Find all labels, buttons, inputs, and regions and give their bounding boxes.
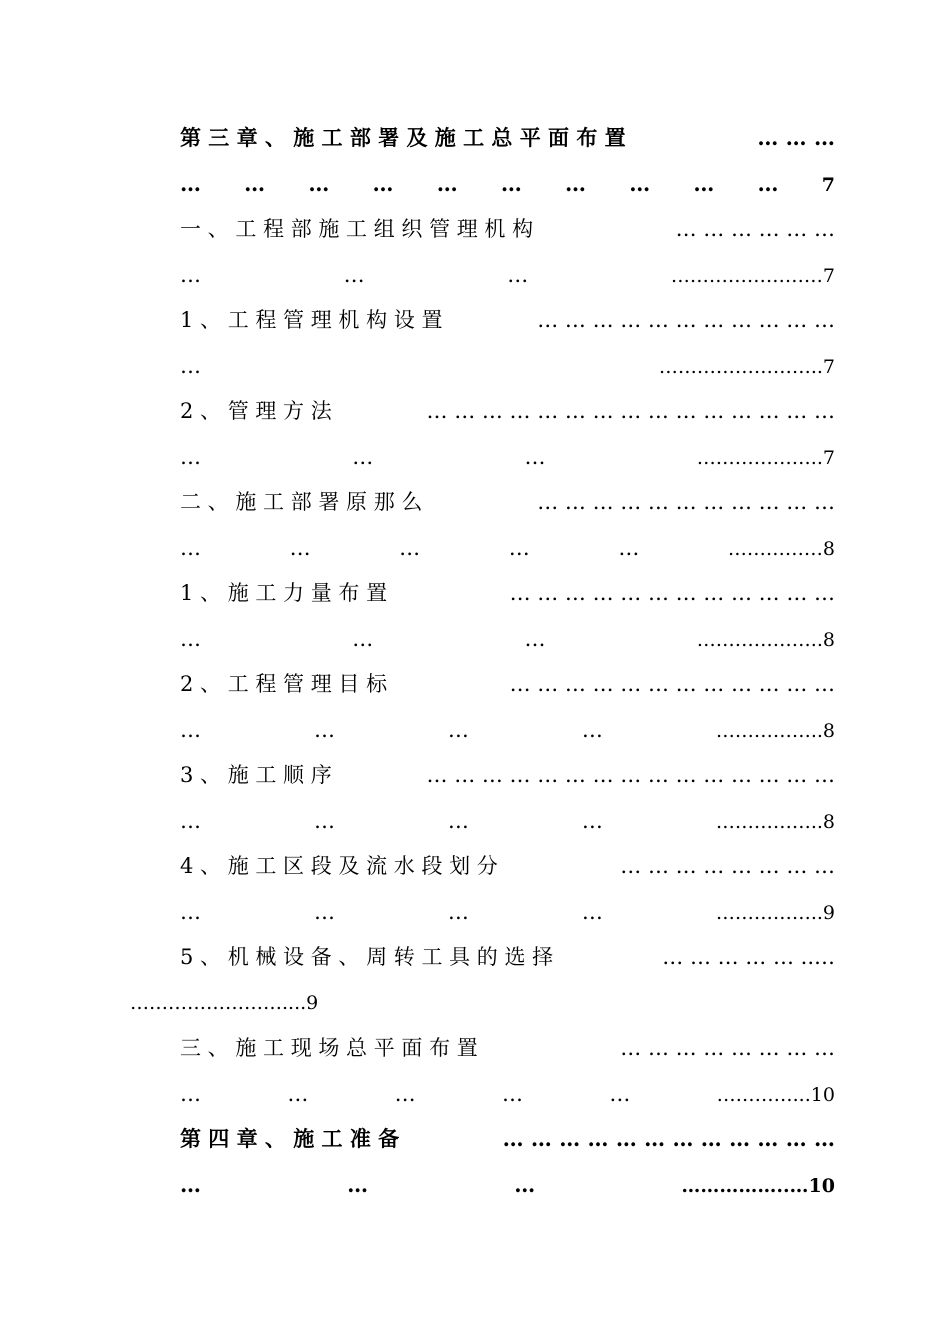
toc-leader: …	[447, 900, 469, 924]
toc-title: 4 、 施 工 区 段 及 流 水 段 划 分	[180, 854, 498, 878]
toc-title: 3 、 施 工 顺 序	[180, 763, 332, 787]
toc-leader: …	[308, 171, 330, 196]
toc-leader: …	[618, 536, 640, 560]
toc-leader: …	[180, 900, 201, 924]
toc-page-number: ……………8	[727, 538, 835, 560]
toc-leader: … … … … … … … … … … … …	[509, 672, 835, 696]
toc-entry-section-2-4[interactable]	[180, 852, 835, 880]
toc-leader: …	[180, 171, 201, 196]
toc-title: 5 、 机 械 设 备 、 周 转 工 具 的 选 择	[180, 945, 554, 969]
toc-page-number: ……………..8	[715, 811, 835, 833]
toc-entry-section-2-3[interactable]	[180, 761, 835, 789]
toc-leader: …	[447, 718, 469, 742]
toc-leader: … … … … … … … … … … … … … … …	[426, 399, 835, 423]
toc-leader: …	[514, 1172, 536, 1197]
toc-leader: …	[501, 1082, 523, 1106]
toc-page-number: ……………..9	[715, 902, 835, 924]
toc-page-number: ……………………7	[670, 265, 835, 287]
toc-leader: …	[507, 263, 529, 287]
toc-entry-section-2-1[interactable]	[180, 579, 835, 607]
toc-leader: …	[244, 171, 266, 196]
toc-leader: … … … … … … … … … … … …	[502, 1126, 835, 1151]
toc-leader: …	[180, 354, 201, 378]
toc-entry-section-1-2[interactable]	[180, 397, 835, 425]
toc-leader: …	[180, 536, 201, 560]
toc-leader: …	[180, 809, 201, 833]
toc-leader: …	[524, 627, 546, 651]
toc-entry-chapter-3[interactable]	[180, 124, 835, 152]
toc-leader: … … …	[757, 125, 835, 150]
toc-entry-section-2[interactable]	[180, 488, 835, 516]
toc-leader: …	[524, 445, 546, 469]
toc-entry-section-2-1-cont	[180, 625, 835, 654]
toc-leader: …	[352, 627, 374, 651]
toc-leader: …	[372, 171, 394, 196]
toc-entry-section-2-4-cont	[180, 898, 835, 927]
toc-entry-section-3[interactable]	[180, 1034, 835, 1062]
toc-leader: …	[180, 718, 201, 742]
toc-entry-section-1-2-cont	[180, 443, 835, 472]
toc-entry-section-3-cont	[180, 1080, 835, 1109]
toc-leader: …	[180, 627, 201, 651]
toc-title: 第 四 章 、 施 工 准 备	[180, 1126, 400, 1151]
toc-leader: …	[447, 809, 469, 833]
toc-entry-section-1-1-cont	[180, 352, 835, 381]
toc-leader: …	[394, 1082, 416, 1106]
toc-leader: …	[287, 1082, 309, 1106]
toc-page-number: ………………..7	[696, 447, 835, 469]
toc-leader: …	[180, 1172, 201, 1197]
toc-entry-section-1-cont	[180, 261, 835, 290]
toc-leader: …	[508, 536, 530, 560]
toc-title: 1 、 施 工 力 量 布 置	[180, 581, 388, 605]
toc-entry-section-1[interactable]	[180, 215, 835, 243]
toc-leader: … … … … … ..…	[662, 945, 835, 969]
toc-leader: …	[180, 445, 201, 469]
toc-leader: …	[313, 809, 335, 833]
toc-entry-chapter-4-cont	[180, 1171, 835, 1200]
toc-entry-section-1-1[interactable]	[180, 306, 835, 334]
toc-leader: …	[693, 171, 715, 196]
toc-entry-section-2-3-cont	[180, 807, 835, 836]
toc-entry-chapter-3-cont	[180, 170, 835, 199]
toc-entry-section-2-2[interactable]	[180, 670, 835, 698]
toc-leader: …	[500, 171, 522, 196]
toc-leader: …	[581, 718, 603, 742]
toc-title: 一 、 工 程 部 施 工 组 织 管 理 机 构	[180, 217, 534, 241]
toc-page-number: ……………………....9	[130, 992, 319, 1014]
toc-title: 1 、 工 程 管 理 机 构 设 置	[180, 308, 443, 332]
toc-leader: …	[352, 445, 374, 469]
toc-leader: …	[399, 536, 421, 560]
toc-entry-chapter-4[interactable]	[180, 1125, 835, 1153]
toc-leader: …	[436, 171, 458, 196]
toc-page-number: ………………..8	[696, 629, 835, 651]
toc-leader: … … … … … … … … … … … …	[509, 581, 835, 605]
toc-leader: … … … … … …	[675, 217, 835, 241]
toc-page-number: ……………………..7	[658, 356, 835, 378]
toc-page-number: 7	[821, 174, 835, 196]
toc-leader: …	[629, 171, 651, 196]
toc-entry-section-2-5[interactable]	[180, 943, 835, 971]
toc-title: 第 三 章 、 施 工 部 署 及 施 工 总 平 面 布 置	[180, 125, 626, 150]
toc-leader: …	[347, 1172, 369, 1197]
toc-entry-section-2-cont	[180, 534, 835, 563]
toc-leader: …	[180, 263, 201, 287]
toc-leader: …	[313, 718, 335, 742]
toc-title: 三 、 施 工 现 场 总 平 面 布 置	[180, 1036, 478, 1060]
toc-leader: … … … … … … … … … … … … … … …	[426, 763, 835, 787]
toc-leader: …	[343, 263, 365, 287]
toc-entry-section-2-5-cont	[130, 989, 845, 1017]
toc-page-number: …………...10	[716, 1084, 835, 1106]
toc-leader: …	[581, 809, 603, 833]
toc-title: 二 、 施 工 部 署 原 那 么	[180, 490, 423, 514]
toc-leader: …	[289, 536, 311, 560]
toc-leader: …	[757, 171, 779, 196]
toc-leader: … … … … … … … … … … …	[537, 490, 835, 514]
toc-leader: …	[180, 1082, 201, 1106]
toc-title: 2 、 管 理 方 法	[180, 399, 332, 423]
toc-leader: … … … … … … … …	[620, 854, 835, 878]
toc-leader: …	[581, 900, 603, 924]
toc-leader: …	[565, 171, 587, 196]
toc-leader: …	[609, 1082, 631, 1106]
toc-page-number: ……………..…10	[681, 1175, 835, 1197]
toc-leader: … … … … … … … …	[620, 1036, 835, 1060]
toc-page-number: ……………..8	[715, 720, 835, 742]
toc-leader: …	[313, 900, 335, 924]
toc-leader: … … … … … … … … … … …	[537, 308, 835, 332]
toc-title: 2 、 工 程 管 理 目 标	[180, 672, 388, 696]
toc-entry-section-2-2-cont	[180, 716, 835, 745]
